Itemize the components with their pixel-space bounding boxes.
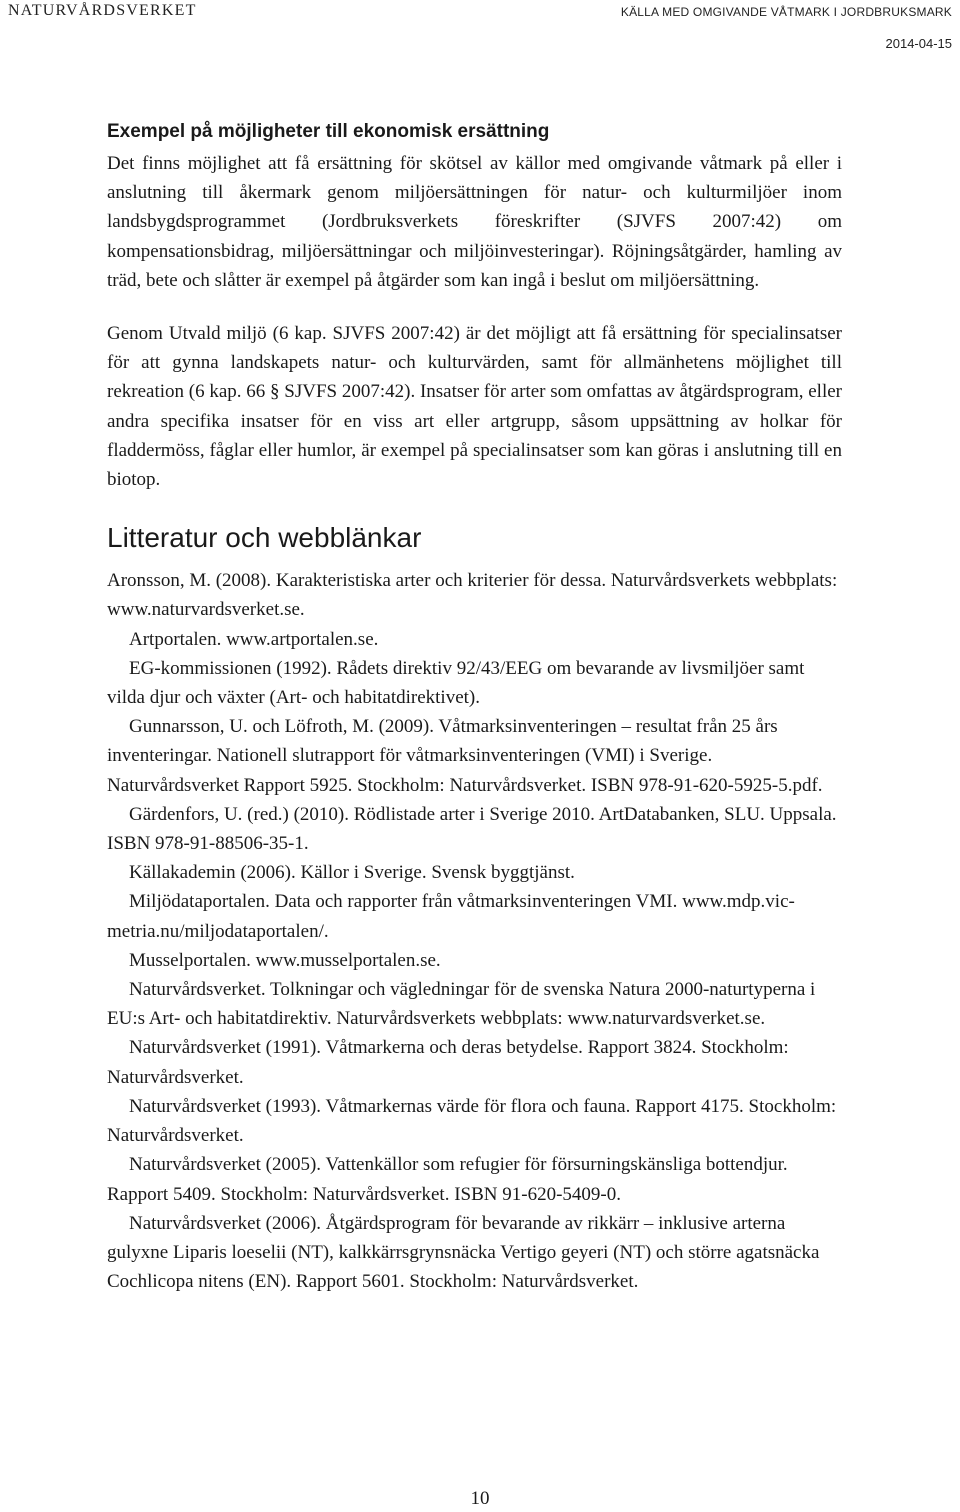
page-number: 10 [470,1488,490,1509]
reference-list [107,566,842,1296]
reference-item: Naturvårdsverket (1993). Våtmarkernas värde för flora och fauna. Rapport 4175. Stockholm: Naturvårdsverket. [107,1095,837,1147]
reference-item: Miljödataportalen. Data och rapporter från våtmarksinventeringen VMI. www.mdp.vic-metria.nu/miljodataportalen/. [107,891,795,942]
reference-item: Gunnarsson, U. och Löfroth, M. (2009). Våtmarksinventeringen – resultat från 25 års inventeringar. Nationell slutrapport för våtmarksinventeringen (VMI) i Sverige. Naturvårdsverket Rapport 5925. Stockholm: Naturvårdsverket. ISBN 978-91-620-5925-5.pdf. [107,716,823,796]
reference-item: Naturvårdsverket (2005). Vattenkällor som refugier för försurningskänsliga bottendjur. Rapport 5409. Stockholm: Naturvårdsverket. ISBN 91-620-5409-0. [107,1154,788,1205]
document-title: KÄLLA MED OMGIVANDE VÅTMARK I JORDBRUKSMARK [620,5,952,19]
document-date: 2014-04-15 [885,36,952,51]
reference-item: Aronsson, M. (2008). Karakteristiska arter och kriterier för dessa. Naturvårdsverkets webbplats: www.naturvardsverket.se. [107,570,838,621]
literature-heading: Litteratur och webblänkar [107,522,422,554]
organization-name: NATURVÅRDSVERKET [8,2,197,19]
reference-item: Naturvårdsverket. Tolkningar och vägledningar för de svenska Natura 2000-naturtyperna i EU:s Art- och habitatdirektiv. Naturvårdsverkets webbplats: www.naturvardsverket.se. [107,979,816,1030]
reference-item: Naturvårdsverket (1991). Våtmarkerna och deras betydelse. Rapport 3824. Stockholm: Naturvårdsverket. [107,1037,789,1088]
paragraph-2: Genom Utvald miljö (6 kap. SJVFS 2007:42) är det möjligt att få ersättning för specialinsatser för att gynna landskapets natur- och kulturvärden, samt för allmänhetens möjlighet till rekreation (6 kap. 66 § SJVFS 2007:42). Insatser för arter som omfattas av åtgärdsprogram, eller andra specifika insatser för en viss art eller artgrupp, såsom uppsättning av holkar för fladdermöss, fåglar eller humlor, är exempel på specialinsatser som kan göras i anslutning till en biotop. [107,323,842,491]
reference-item: Musselportalen. www.musselportalen.se. [129,949,441,971]
reference-item: Gärdenfors, U. (red.) (2010). Rödlistade arter i Sverige 2010. ArtDatabanken, SLU. Uppsala. ISBN 978-91-88506-35-1. [107,803,837,855]
section-heading: Exempel på möjligheter till ekonomisk ersättning [107,121,550,142]
reference-item: Artportalen. www.artportalen.se. [129,628,379,650]
reference-item: EG-kommissionen (1992). Rådets direktiv 92/43/EEG om bevarande av livsmiljöer samt vilda djur och växter (Art- och habitatdirektivet). [107,657,805,709]
page-content [107,117,842,1296]
paragraph-1: Det finns möjlighet att få ersättning för skötsel av källor med omgivande våtmark på eller i anslutning till åkermark genom miljöersättningen för natur- och kulturmiljöer inom landsbygdsprogrammet (Jordbruksverkets föreskrifter (SJVFS 2007:42) om kompensationsbidrag, miljöersättningar och miljöinvesteringar). Röjningsåtgärder, hamling av träd, bete och slåtter är exempel på åtgärder som kan ingå i beslut om miljöersättning. [107,153,842,291]
reference-item: Naturvårdsverket (2006). Åtgärdsprogram för bevarande av rikkärr – inklusive arterna gulyxne Liparis loeselii (NT), kalkkärrsgrynsnäcka Vertigo geyeri (NT) och större agatsnäcka Cochlicopa nitens (EN). Rapport 5601. Stockholm: Naturvårdsverket. [107,1212,820,1293]
reference-item: Källakademin (2006). Källor i Sverige. Svensk byggtjänst. [129,862,575,884]
